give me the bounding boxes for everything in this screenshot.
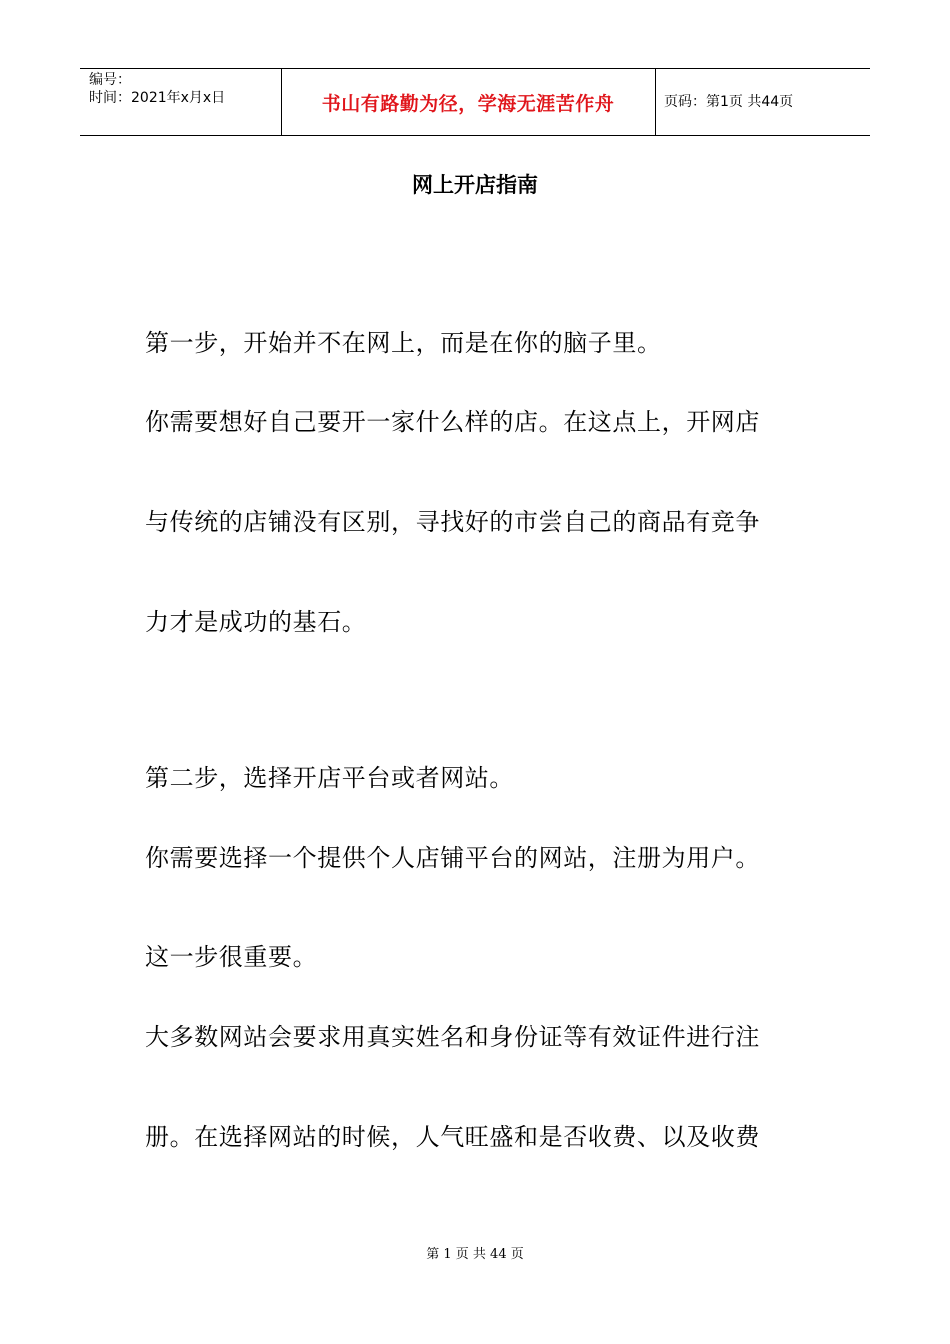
document-time-label: 时间：2021年x月x日 [89,90,226,106]
paragraph-line: 力才是成功的基石。 [145,608,367,636]
header-meta [89,71,225,107]
document-title: 网上开店指南 [412,173,538,197]
paragraph-line: 与传统的店铺没有区别，寻找好的市尝自己的商品有竞争 [145,508,760,536]
paragraph-line: 你需要想好自己要开一家什么样的店。在这点上，开网店 [145,408,760,436]
page-footer: 第 1 页 共 44 页 [426,1247,524,1262]
header-divider-right [655,69,656,135]
paragraph-line: 大多数网站会要求用真实姓名和身份证等有效证件进行注 [145,1023,760,1051]
paragraph-line: 这一步很重要。 [145,943,318,971]
paragraph-line: 你需要选择一个提供个人店铺平台的网站，注册为用户。 [145,844,760,872]
paragraph-line: 册。在选择网站的时候，人气旺盛和是否收费、以及收费 [145,1123,760,1151]
header-page-info: 页码：第1页 共44页 [664,94,794,110]
document-number-label: 编号： [89,72,131,88]
paragraph-line: 第一步，开始并不在网上，而是在你的脑子里。 [145,329,662,357]
paragraph-line: 第二步，选择开店平台或者网站。 [145,764,514,792]
header-motto: 书山有路勤为径，学海无涯苦作舟 [321,92,615,115]
header-table [80,68,870,136]
